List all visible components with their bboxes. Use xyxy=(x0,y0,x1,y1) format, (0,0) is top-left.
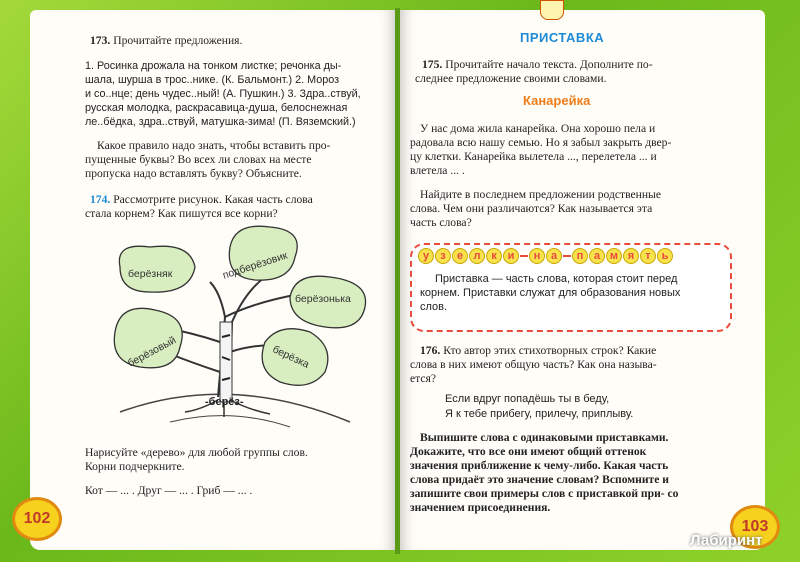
leaf-4 xyxy=(114,308,182,369)
poem-line-2: Я к тебе прибегу, прилечу, приплыву. xyxy=(445,408,634,420)
exercise-176-task-5: запишите свои примеры слов с приставкой при- со xyxy=(410,487,679,500)
memo-title-letter: к xyxy=(486,248,502,264)
exercise-176-task-4: слова придаёт это значение словам? Вспомните и xyxy=(410,473,669,486)
story-line-2: радовала всю нашу семью. Но я забыл закрыть двер- xyxy=(410,136,672,149)
exercise-173-line-4: русская молодка, раскрасавица-душа, белоснежная xyxy=(85,102,348,114)
memo-title-letter: ь xyxy=(657,248,673,264)
tree-trunk xyxy=(210,277,265,397)
exercise-173-line-5: ле..бёдка, здра..ствуй, матушка-зима! (П. Вяземский.) xyxy=(85,116,356,128)
exercise-174-task-2: Корни подчеркните. xyxy=(85,460,185,473)
exercise-173-number: 173. xyxy=(90,34,111,47)
exercise-175-line-1: 175. Прочитайте начало текста. Дополните по- xyxy=(422,58,653,71)
memo-title-letter: л xyxy=(469,248,485,264)
leaf-3 xyxy=(290,276,366,328)
memo-title-letter: у xyxy=(418,248,434,264)
memo-title-letter: а xyxy=(546,248,562,264)
exercise-176-task-1: Выпишите слова с одинаковыми приставками. xyxy=(420,431,669,444)
leaf-word-1: берёзняк xyxy=(128,268,173,280)
memo-title-letter: а xyxy=(589,248,605,264)
birch-trunk-fill xyxy=(220,322,232,402)
leaf-2 xyxy=(221,226,297,282)
exercise-175-number: 175. xyxy=(422,58,443,71)
exercise-176-line-2: слова в них имеют общую часть? Как она называ- xyxy=(410,358,657,371)
exercise-173-heading xyxy=(90,34,242,48)
leaf-1 xyxy=(119,246,195,292)
exercise-173-question-2: пущенные буквы? Во всех ли словах на месте xyxy=(85,153,312,166)
memo-line-3: слов. xyxy=(420,301,448,313)
story-line-3: цу клетки. Канарейка вылетела ..., перелетела ... и xyxy=(410,150,657,163)
exercise-175-question-3: часть слова? xyxy=(410,216,472,229)
exercise-173-line-3: и со..нце; день чудес..ный! (А. Пушкин.) 3. Здра..ствуй, xyxy=(85,88,361,100)
exercise-174-words: Кот — ... . Друг — ... . Гриб — ... . xyxy=(85,484,253,497)
exercise-175-line-2: следнее предложение своими словами. xyxy=(415,72,607,85)
exercise-173-question-1: Какое правило надо знать, чтобы вставить про- xyxy=(97,139,331,152)
memo-title-letter: я xyxy=(623,248,639,264)
memo-title-letter: н xyxy=(529,248,545,264)
story-title: Канарейка xyxy=(523,93,591,108)
leaf-word-4: берёзовый xyxy=(125,334,179,370)
section-title: ПРИСТАВКА xyxy=(520,30,605,45)
exercise-176-task-3: значения приближение к чему-либо. Какая часть xyxy=(410,459,669,472)
exercise-174-line-2: стала корнем? Как пишутся все корни? xyxy=(85,207,278,220)
memo-title-letter: и xyxy=(503,248,519,264)
memo-title-letter: м xyxy=(606,248,622,264)
exercise-174-line-1: 174. Рассмотрите рисунок. Какая часть слова xyxy=(90,193,313,206)
leaf-word-2: подберёзовик xyxy=(221,249,289,282)
leaf-word-3: берёзонька xyxy=(295,293,351,305)
exercise-173-line-1: 1. Росинка дрожала на тонком листке; речонка ды- xyxy=(85,60,342,72)
memo-title-letter: т xyxy=(640,248,656,264)
leaf-5 xyxy=(262,329,328,386)
story-line-4: влетела ... . xyxy=(410,164,465,177)
tree-root-label: -берёз- xyxy=(205,396,244,408)
memo-title xyxy=(418,248,673,264)
leaf-word-5: берёзка xyxy=(270,343,311,371)
memo-title-letter: е xyxy=(452,248,468,264)
exercise-176-task-6: значением присоединения. xyxy=(410,501,551,514)
exercise-175-question-1: Найдите в последнем предложении родственные xyxy=(420,188,661,201)
exercise-175-question-2: слова. Чем они различаются? Как называется эта xyxy=(410,202,653,215)
story-line-1: У нас дома жила канарейка. Она хорошо пела и xyxy=(420,122,656,135)
memo-line-2: корнем. Приставки служат для образования новых xyxy=(420,287,681,299)
exercise-173-question-3: пропуска надо вставлять букву? Объясните. xyxy=(85,167,302,180)
memo-title-dash xyxy=(563,255,571,257)
exercise-176-line-1: 176. Кто автор этих стихотворных строк? Какие xyxy=(420,344,657,357)
exercise-174-task-1: Нарисуйте «дерево» для любой группы слов. xyxy=(85,446,308,459)
book-gutter xyxy=(395,8,400,554)
exercise-174-number: 174. xyxy=(90,193,111,206)
exercise-176-line-3: ется? xyxy=(410,372,436,385)
memo-title-letter: з xyxy=(435,248,451,264)
bell-icon xyxy=(540,0,564,20)
exercise-176-number: 176. xyxy=(420,344,441,357)
page-number-right: 103 xyxy=(730,505,780,549)
exercise-173-line-2: шала, шурша в трос..нике. (К. Бальмонт.) 2. Мороз xyxy=(85,74,340,86)
page-number-left: 102 xyxy=(12,497,62,541)
poem-line-1: Если вдруг попадёшь ты в беду, xyxy=(445,393,610,405)
watermark-logo: Лабиринт xyxy=(690,532,763,549)
exercise-176-task-2: Докажите, что все они имеют общий оттенок xyxy=(410,445,647,458)
memo-title-letter: п xyxy=(572,248,588,264)
exercise-173-title: Прочитайте предложения. xyxy=(113,34,243,47)
memo-title-dash xyxy=(520,255,528,257)
memo-line-1: Приставка — часть слова, которая стоит перед xyxy=(435,273,678,285)
word-tree-illustration xyxy=(80,222,380,440)
ground-line-lower xyxy=(170,416,290,427)
